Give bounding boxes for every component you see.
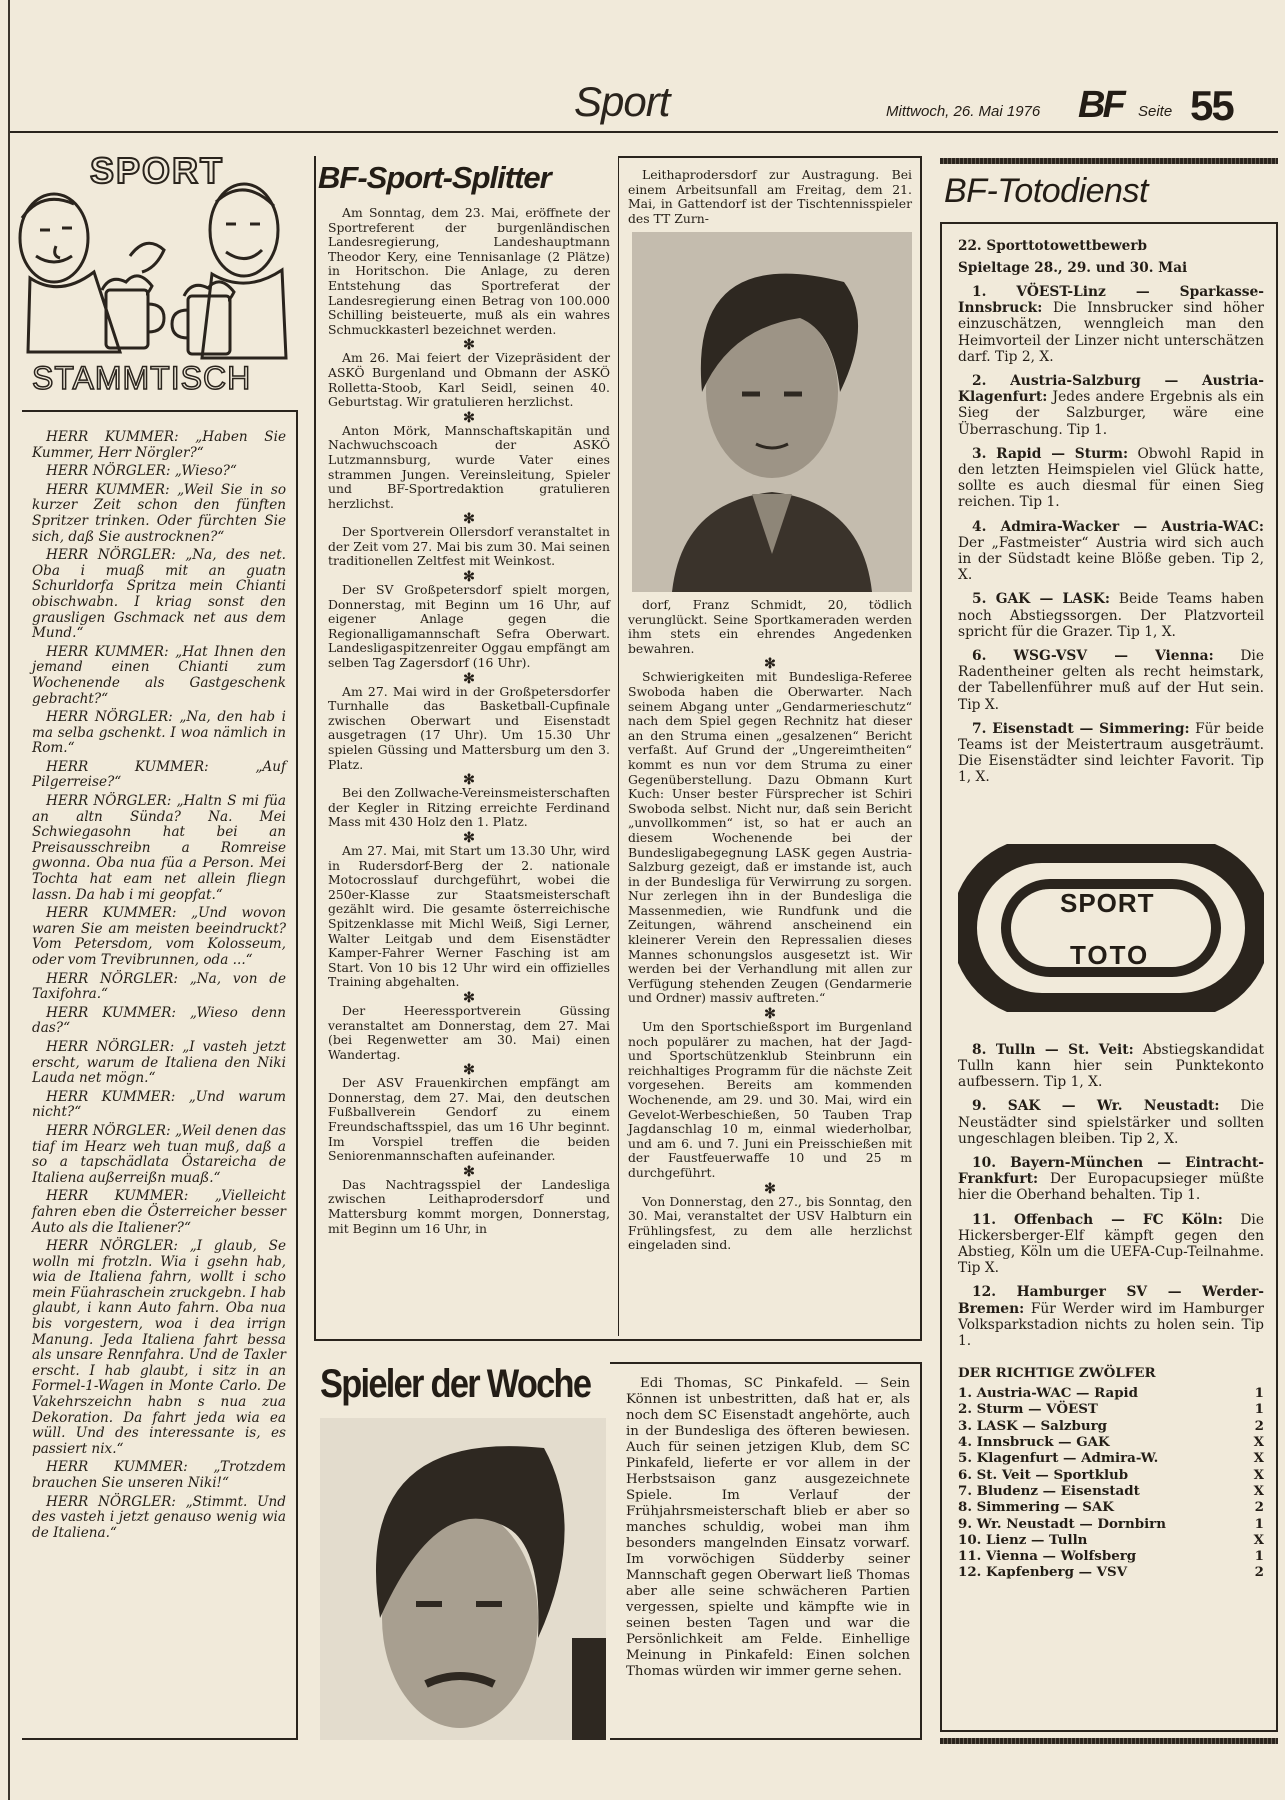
dialog-line xyxy=(32,1460,286,1491)
toto-match: 5. GAK — LASK: xyxy=(972,591,1110,608)
dialog-line xyxy=(32,972,286,1003)
toto-box xyxy=(940,222,1278,1732)
dialog-line xyxy=(32,1189,286,1236)
dialog-text: „Wieso denn das?“ xyxy=(32,1004,286,1037)
dialog-speaker: HERR KUMMER: xyxy=(46,1088,176,1105)
dialog-line xyxy=(32,548,286,642)
dialog-text: „Na, von de Taxifohra.“ xyxy=(32,970,287,1003)
dialog-line xyxy=(32,710,286,757)
toto-match: 3. Rapid — Sturm: xyxy=(972,445,1129,462)
zwoelfer-result: X xyxy=(1253,1531,1264,1548)
zwoelfer-row xyxy=(958,1499,1264,1515)
stammtisch-box xyxy=(22,410,298,1740)
dialog-speaker: HERR NÖRGLER: xyxy=(46,463,171,480)
separator-star-icon: ✻ xyxy=(463,337,475,354)
news-item: Schwierigkeiten mit Bundesliga-Referee Swoboda haben die Oberwarter. Nach seinem Abgang unter „Gendarmerieschutz“ nach dem Spiel gegen Rechnitz hat dieser an den Struma einen „gesalzenen“ Bericht verfaßt. Auf Grund der „Ungereimtheiten“ kommt es nun vor dem Struma zu einer Gegenüberstellung. Dazu Obmann Kurt Kuch: Unser bester Fürsprecher ist Schiri Swoboda selbst. Nicht nur, daß sein Bericht „unvollkommen“ ist, so hat er auch an diesem Wochenende bei der Bundesligabegegnung LASK gegen Austria-Salzburg gezeigt, daß er imstande ist, auch in der Bundesliga für Verwirrung zu sorgen. Nur zerlegen ihn in der Bundesliga die Massenmedien, wie Rundfunk und die Zeitungen, während anscheinend ein kleinerer Verein den Repressalien dieses Mannes schonungslos ausgesetzt ist. Wir werden bei der Verhandlung mit allen zur Verfügung stehenden Zeugen (Gendarmerie und Ordner) massiv auftreten.“ xyxy=(628,669,912,1006)
player-photo-thomas xyxy=(320,1418,606,1740)
toto-comment: Obwohl Rapid in den letzten Heimspielen viel Glück hatte, sollte es auch diesmal für einen Sieg reichen. Tip 1. xyxy=(958,445,1265,511)
separator-star-icon: ✻ xyxy=(764,1006,776,1023)
toto-game xyxy=(958,446,1264,511)
dialog-line xyxy=(32,906,286,968)
news-item: Um den Sportschießsport im Burgenland noch populärer zu machen, hat der Jagd- und Sportschützenklub Steinbrunn ein reichhaltiges Programm für die nächste Zeit vorgesehen. Bereits am kommenden Wochenende, am 29. und 30. Mai, wird ein Gevelot-Werbeschießen, 50 Tauben Trap Jagdanschlag 10 m, einmal wiederholbar, und am 6. und 7. Juni ein Preisschießen mit der Faustfeuerwaffe 10 und 25 m durchgeführt. xyxy=(628,1019,912,1180)
separator-star-icon: ✻ xyxy=(463,670,475,687)
toto-match: 11. Offenbach — FC Köln: xyxy=(972,1211,1223,1228)
dialog-line xyxy=(32,464,286,480)
dialog-speaker: HERR KUMMER: xyxy=(46,1004,176,1021)
header-rule xyxy=(8,131,1278,133)
news-item: Am 27. Mai wird in der Großpetersdorfer Turnhalle das Basketball-Cupfinale zwischen Oberwart und Eisenstadt ausgetragen (17 Uhr). Um 15.30 Uhr spielen Güssing und Mattersburg um den 3. Platz. xyxy=(328,683,610,772)
zwoelfer-row xyxy=(958,1548,1264,1564)
separator-star-icon: ✻ xyxy=(463,829,475,846)
dialog-line xyxy=(32,1495,286,1542)
zwoelfer-result: 1 xyxy=(1254,1548,1264,1565)
spieler-title: Spieler der Woche xyxy=(320,1362,591,1406)
separator-star-icon: ✻ xyxy=(463,1062,475,1079)
page-number: 55 xyxy=(1190,82,1233,129)
spieler-box xyxy=(610,1362,922,1740)
toto-comment: Die Innsbrucker sind höher einzuschätzen, wenngleich man den Heimvorteil der Linzer nicht unterschätzen darf. Tip 2, X. xyxy=(958,300,1264,365)
zwoelfer-game: 1. Austria-WAC — Rapid xyxy=(958,1385,1139,1402)
zwoelfer-game: 7. Bludenz — Eisenstadt xyxy=(958,1482,1140,1499)
page-label: Seite xyxy=(1138,103,1173,120)
news-item: dorf, Franz Schmidt, 20, tödlich verunglückt. Seine Sportkameraden werden ihm stets ein ehrendes Angedenken bewahren. xyxy=(628,597,912,656)
dialog-text: „I glaub, Se wolln mi frotzln. Wia i gsehn hab, wia de Italiena fahrn, wollt i scho mein Füahraschein zruckgebn. I hab glaubt, i kann Auto fahrn. Oba nua bis vorgestern, woa i dea irrign Manung. Jeda Italiena fahrt bessa als unsare Rennfahra. Und de Taxler erscht. I hab glaubt, i sitz in an Formel-1-Wagen in Monte Carlo. De Vakehrszeichn habn s nua zua Dekoration. Da fahrt jeda wia ea wüll. Und des interessante is, es passiert nix.“ xyxy=(32,1238,287,1457)
zwoelfer-game: 8. Simmering — SAK xyxy=(958,1499,1114,1516)
toto-match: 1. VÖEST-Linz — Sparkasse-Innsbruck: xyxy=(958,284,1264,317)
splitter-title: BF-Sport-Splitter xyxy=(318,160,551,195)
zwoelfer-result: 2 xyxy=(1254,1564,1264,1581)
bf-logo: BF xyxy=(1078,84,1123,126)
dialog-text: „Weil denen das tiaf im Hearz weh tuan muß, daß a so a tapschädlata Östareicha de Italiena außerreißn muaß.“ xyxy=(32,1122,286,1186)
zwoelfer-list xyxy=(958,1385,1264,1581)
dialog-line xyxy=(32,645,286,707)
zwoelfer-row xyxy=(958,1434,1264,1450)
news-item: Von Donnerstag, den 27., bis Sonntag, den 30. Mai, veranstaltet der USV Halbturn ein Frühlingsfest, zu dem alle herzlichst eingeladen sind. xyxy=(628,1193,912,1253)
portrait-icon xyxy=(320,1418,606,1740)
splitter-column-rule xyxy=(618,156,619,1336)
toto-game xyxy=(958,1098,1264,1147)
zwoelfer-row xyxy=(958,1385,1264,1401)
toto-game xyxy=(958,373,1264,438)
news-item: Der Sportverein Ollersdorf veranstaltet in der Zeit vom 27. Mai bis zum 30. Mai seinen traditionellen Zeltfest mit Weinkost. xyxy=(328,524,610,569)
dialog-line xyxy=(32,1006,286,1037)
toto-games-a xyxy=(958,284,1264,786)
dialog-text: „Auf Pilgerreise?“ xyxy=(32,758,286,791)
toto-comment: Die Neustädter sind spielstärker und sollten ungeschlagen bleiben. Tip 2, X. xyxy=(958,1098,1264,1147)
separator-star-icon: ✻ xyxy=(463,511,475,528)
toto-match: 4. Admira-Wacker — Austria-WAC: xyxy=(972,518,1264,535)
zwoelfer-game: 3. LASK — Salzburg xyxy=(958,1417,1108,1434)
dialog-text: „Hat Ihnen den jemand einen Chianti zum Wochenende als Gastgeschenk gebracht?“ xyxy=(32,643,286,707)
dialog-text: „Vielleicht fahren eben die Österreicher besser Auto als die Italiener?“ xyxy=(32,1188,286,1236)
zwoelfer-result: X xyxy=(1253,1466,1264,1483)
toto-match: 8. Tulln — St. Veit: xyxy=(972,1041,1134,1058)
toto-game xyxy=(958,1042,1264,1091)
dialog-line xyxy=(32,760,286,791)
toto-comment: Beide Teams haben noch Abstiegssorgen. Der Platzvorteil spricht für die Grazer. Tip 1, X. xyxy=(958,591,1265,640)
sport-toto-logo xyxy=(958,844,1264,1012)
separator-star-icon: ✻ xyxy=(764,1180,776,1197)
zwoelfer-result: 2 xyxy=(1254,1417,1264,1434)
news-item: Am 26. Mai feiert der Vizepräsident der ASKÖ Burgenland und Obmann der ASKÖ Rolletta-Stoob, Karl Seidl, seinen 40. Geburtstag. Wir gratulieren herzlichst. xyxy=(328,350,610,410)
news-item: Das Nachtragsspiel der Landesliga zwischen Leithaprodersdorf und Mattersburg kommt morgen, Donnerstag, mit Beginn um 16 Uhr, in xyxy=(328,1176,610,1236)
toto-bottom-rule xyxy=(940,1738,1278,1744)
dialog-line xyxy=(32,1124,286,1186)
dialog-line xyxy=(32,794,286,903)
stammtisch-logo-bottom: STAMMTISCH xyxy=(32,360,252,396)
toto-match: 10. Bayern-München — Eintracht-Frankfurt: xyxy=(958,1154,1264,1188)
toto-comment: Die Radentheiner gelten als recht heimstark, der Tabellenführer muß auf der Hut sein. Tip X. xyxy=(958,648,1264,713)
zwoelfer-result: 1 xyxy=(1254,1401,1264,1418)
stammtisch-logo xyxy=(12,148,292,400)
zwoelfer-game: 4. Innsbruck — GAK xyxy=(958,1434,1110,1451)
toto-heading2: Spieltage 28., 29. und 30. Mai xyxy=(958,260,1188,276)
splitter-col2-top: Leithaprodersdorf zur Austragung. Bei einem Arbeitsunfall am Freitag, dem 21. Mai, in Gattendorf ist der Tischtennisspieler des TT Zurn- xyxy=(628,167,912,226)
toto-game xyxy=(958,721,1264,786)
zwoelfer-result: X xyxy=(1253,1482,1264,1499)
toto-game xyxy=(958,284,1264,365)
zwoelfer-row xyxy=(958,1516,1264,1532)
toto-game xyxy=(958,591,1264,640)
zwoelfer-result: X xyxy=(1253,1434,1264,1451)
left-margin-rule xyxy=(8,0,10,1800)
toto-comment: Die Hickersberger-Elf kämpft gegen den Abstieg, Köln um die UEFA-Cup-Teilnahme. Tip X. xyxy=(958,1211,1265,1277)
separator-star-icon: ✻ xyxy=(463,569,475,586)
dialog-text: „Trotzdem brauchen Sie unseren Niki!“ xyxy=(32,1459,286,1491)
dialog-speaker: HERR NÖRGLER: xyxy=(46,709,173,726)
zwoelfer-game: 5. Klagenfurt — Admira-W. xyxy=(958,1450,1159,1467)
zwoelfer-game: 10. Lienz — Tulln xyxy=(958,1531,1088,1548)
separator-star-icon: ✻ xyxy=(463,409,475,426)
portrait-icon xyxy=(632,232,912,592)
toto-comment: Für Werder wird im Hamburger Volksparkstadion nichts zu holen sein. Tip 1. xyxy=(958,1300,1264,1349)
splitter-top-rule xyxy=(618,156,922,158)
toto-heading1: 22. Sporttotowettbewerb xyxy=(958,238,1147,254)
separator-star-icon: ✻ xyxy=(463,989,475,1006)
splitter-col1 xyxy=(328,206,610,1238)
zwoelfer-game: 6. St. Veit — Sportklub xyxy=(958,1466,1129,1483)
toto-game xyxy=(958,1212,1264,1277)
zwoelfer-row xyxy=(958,1401,1264,1417)
dialog-speaker: HERR KUMMER: xyxy=(46,429,179,445)
toto-game xyxy=(958,1284,1264,1349)
zwoelfer-row xyxy=(958,1467,1264,1483)
dialog-speaker: HERR KUMMER: xyxy=(46,1459,188,1476)
dialog-speaker: HERR NÖRGLER: xyxy=(46,1038,175,1055)
toto-game xyxy=(958,519,1264,584)
splitter-col2 xyxy=(628,598,912,1255)
separator-star-icon: ✻ xyxy=(463,1163,475,1180)
dialog-line xyxy=(32,1040,286,1087)
dialog-speaker: HERR NÖRGLER: xyxy=(46,1238,178,1255)
zwoelfer-row xyxy=(958,1483,1264,1499)
zwoelfer-game: 9. Wr. Neustadt — Dornbirn xyxy=(958,1515,1166,1532)
issue-date: Mittwoch, 26. Mai 1976 xyxy=(886,103,1041,120)
dialog-speaker: HERR NÖRGLER: xyxy=(46,1493,176,1510)
toto-match: 7. Eisenstadt — Simmering: xyxy=(972,720,1190,737)
zwoelfer-game: 12. Kapfenberg — VSV xyxy=(958,1564,1128,1581)
dialog-text: „Wieso?“ xyxy=(174,463,237,480)
zwoelfer-game: 2. Sturm — VÖEST xyxy=(958,1401,1098,1418)
zwoelfer-result: 2 xyxy=(1254,1499,1264,1516)
sport-toto-logo-icon xyxy=(958,844,1264,1012)
dialog-line xyxy=(32,1090,286,1121)
toto-match: 9. SAK — Wr. Neustadt: xyxy=(972,1098,1220,1115)
spieler-text: Edi Thomas, SC Pinkafeld. — Sein Können ist unbestritten, daß hat er, als noch dem SC Eisenstadt angehörte, auch in der Bundesliga des öfteren bewiesen. Auch für seinen jetzigen Klub, dem SC Pinkafeld, lieferte er vor allem in der Herbstsaison ganz ausgezeichnete Spiele. Im Verlauf der Frühjahrsmeisterschaft blieb er aber so manches schuldig, wobei man ihm besonders mangelnden Einsatz vorwarf. Im vorwöchigen Südderby seiner Mannschaft gegen Oberwart ließ Thomas aber alle seine schwächeren Partien vergessen, spielte und kämpfte wie in seinen besten Tagen und war die Persönlichkeit am Felde. Einhellige Meinung in Pinkafeld: Einen solchen Thomas würden wir immer gerne sehen. xyxy=(626,1376,910,1679)
toto-match: 12. Hamburger SV — Werder-Bremen: xyxy=(958,1284,1264,1317)
news-item: Am Sonntag, dem 23. Mai, eröffnete der Sportreferent der burgenländischen Landesregierung, Landeshauptmann Theodor Kery, eine Tennisanlage (2 Plätze) in Horitschon. Die Anlage, zu deren Entstehung das Sportreferat der Landesregierung einen Betrag von 100.000 Schilling beisteuerte, muß als ein wahres Schmuckkasterl bezeichnet werden. xyxy=(328,205,610,337)
separator-star-icon: ✻ xyxy=(463,772,475,789)
toto-match: 6. WSG-VSV — Vienna: xyxy=(972,648,1214,665)
player-photo-schmidt xyxy=(632,232,912,592)
dialog-text: „Und wovon waren Sie am meisten beeindruckt? Vom Petersdom, vom Kolosseum, oder vom Trevibrunnen, oda ...“ xyxy=(32,905,286,968)
dialog-text: „Stimmt. Und des vasteh i jetzt genauso wenig wia de Italiena.“ xyxy=(32,1493,287,1541)
zwoelfer-row xyxy=(958,1564,1264,1580)
sport-toto-logo-top: SPORT xyxy=(1060,887,1155,918)
section-title: Sport xyxy=(574,78,670,125)
zwoelfer-game: 11. Vienna — Wolfsberg xyxy=(958,1548,1137,1565)
zwoelfer-result: X xyxy=(1253,1450,1264,1467)
news-item: Am 27. Mai, mit Start um 13.30 Uhr, wird in Rudersdorf-Berg der 2. nationale Motocrosslauf durchgeführt, wobei die 250er-Klasse zur Staatsmeisterschaft gezählt wird. Die gesamte österreichische Spitzenklasse mit Michl Weiß, Sigi Lerner, Walter Leitgab und dem Eisenstädter Kamper-Fahrer Werner Fasching ist am Start. Von 10 bis 12 Uhr wird ein offizielles Training abgehalten. xyxy=(328,842,610,990)
toto-top-rule xyxy=(940,158,1278,164)
dialog-line xyxy=(32,483,286,545)
dialog-text: „Weil Sie in so kurzer Zeit schon den fünften Spritzer trinken. Oder fürchten Sie sich, daß Sie austrocknen?“ xyxy=(32,481,287,545)
zwoelfer-row xyxy=(958,1418,1264,1434)
dialog-text: „Und warum nicht?“ xyxy=(32,1088,286,1121)
toto-comment: Der Europacupsieger müßte hier die Oberhand behalten. Tip 1. xyxy=(958,1171,1264,1204)
news-item: Bei den Zollwache-Vereinsmeisterschaften der Kegler in Ritzing erreichte Ferdinand Mass mit 430 Holz den 1. Platz. xyxy=(328,785,610,830)
toto-match: 2. Austria-Salzburg — Austria-Klagenfurt: xyxy=(958,373,1264,406)
toto-comment: Abstiegskandidat Tulln kann hier sein Punktekonto aufbessern. Tip 1, X. xyxy=(958,1041,1264,1091)
zwoelfer-result: 1 xyxy=(1254,1385,1264,1402)
zwoelfer-result: 1 xyxy=(1254,1515,1264,1532)
toto-games-b xyxy=(958,1042,1264,1349)
zwoelfer-row xyxy=(958,1450,1264,1466)
stammtisch-dialog xyxy=(32,430,286,1541)
separator-star-icon: ✻ xyxy=(764,656,776,673)
dialog-text: „Haltn S mi füa an altn Sünda? Na. Mei Schwiegasohn hat bei an Preisausschreibn a Romreise gwonna. Oba nua füa a Person. Mei Tochta hat eam net allein fliegn lassn. Da hab i mi geopfat.“ xyxy=(32,793,286,903)
dialog-speaker: HERR NÖRGLER: xyxy=(46,793,172,810)
toto-comment: Jedes andere Ergebnis als ein Sieg der Salzburger, wäre eine Überraschung. Tip 1. xyxy=(958,389,1264,438)
dialog-text: „Na, den hab i ma selba gschenkt. I woa nämlich in Rom.“ xyxy=(32,709,286,757)
dialog-speaker: HERR NÖRGLER: xyxy=(46,547,176,564)
dialog-speaker: HERR KUMMER: xyxy=(46,905,177,922)
toto-title: BF-Totodienst xyxy=(944,172,1148,210)
news-item: Der Heeressportverein Güssing veranstaltet am Donnerstag, dem 27. Mai (bei Regenwetter am 30. Mai) einen Wandertag. xyxy=(328,1002,610,1062)
sport-toto-logo-bottom: TOTO xyxy=(1070,939,1150,970)
stammtisch-logo-top: SPORT xyxy=(90,150,225,191)
toto-comment: Für beide Teams ist der Meistertraum ausgeträumt. Die Eisenstädter sind leichter Favorit. Tip 1, X. xyxy=(958,720,1264,786)
dialog-text: „I vasteh jetzt erscht, warum de Italiena den Niki Lauda net mögn.“ xyxy=(32,1038,286,1087)
dialog-text: „Haben Sie Kummer, Herr Nörgler?“ xyxy=(32,429,286,461)
dialog-line xyxy=(32,430,286,461)
zwoelfer-title: DER RICHTIGE ZWÖLFER xyxy=(958,1365,1156,1382)
dialog-line xyxy=(32,1239,286,1457)
toto-game xyxy=(958,1155,1264,1204)
toto-game xyxy=(958,648,1264,713)
news-item: Anton Mörk, Mannschaftskapitän und Nachwuchscoach der ASKÖ Lutzmannsburg, wurde Vater eines strammen Jungen. Vereinsleitung, Spieler und BF-Sportredaktion gratulieren herzlichst. xyxy=(328,422,610,511)
news-item: Der SV Großpetersdorf spielt morgen, Donnerstag, mit Beginn um 16 Uhr, auf eigener Anlage gegen die Regionalligamannschaft Sefra Oberwart. Landesligaspitzenreiter Oggau empfängt am selben Tag Zagersdorf (16 Uhr). xyxy=(328,582,610,671)
dialog-speaker: HERR NÖRGLER: xyxy=(46,1122,171,1139)
dialog-speaker: HERR KUMMER: xyxy=(46,758,209,775)
dialog-text: „Na, des net. Oba i muaß mit an guatn Schurldorfa Spritza mein Chianti obischwabn. I kriag sonst den grausligen Gschmack net aus dem Mund.“ xyxy=(32,547,287,642)
dialog-speaker: HERR KUMMER: xyxy=(46,1188,189,1205)
zwoelfer-row xyxy=(958,1532,1264,1548)
dialog-speaker: HERR KUMMER: xyxy=(46,481,170,498)
toto-comment: Der „Fastmeister“ Austria wird sich auch in der Südstadt keine Blöße geben. Tip 2, X. xyxy=(958,534,1264,584)
dialog-speaker: HERR NÖRGLER: xyxy=(46,970,178,987)
dialog-speaker: HERR KUMMER: xyxy=(46,643,169,660)
news-item: Der ASV Frauenkirchen empfängt am Donnerstag, dem 27. Mai, den deutschen Fußballverein Gendorf zu einem Freundschaftsspiel, das um 16 Uhr beginnt. Im Vorspiel treffen die beiden Seniorenmannschaften aufeinander. xyxy=(328,1075,610,1164)
